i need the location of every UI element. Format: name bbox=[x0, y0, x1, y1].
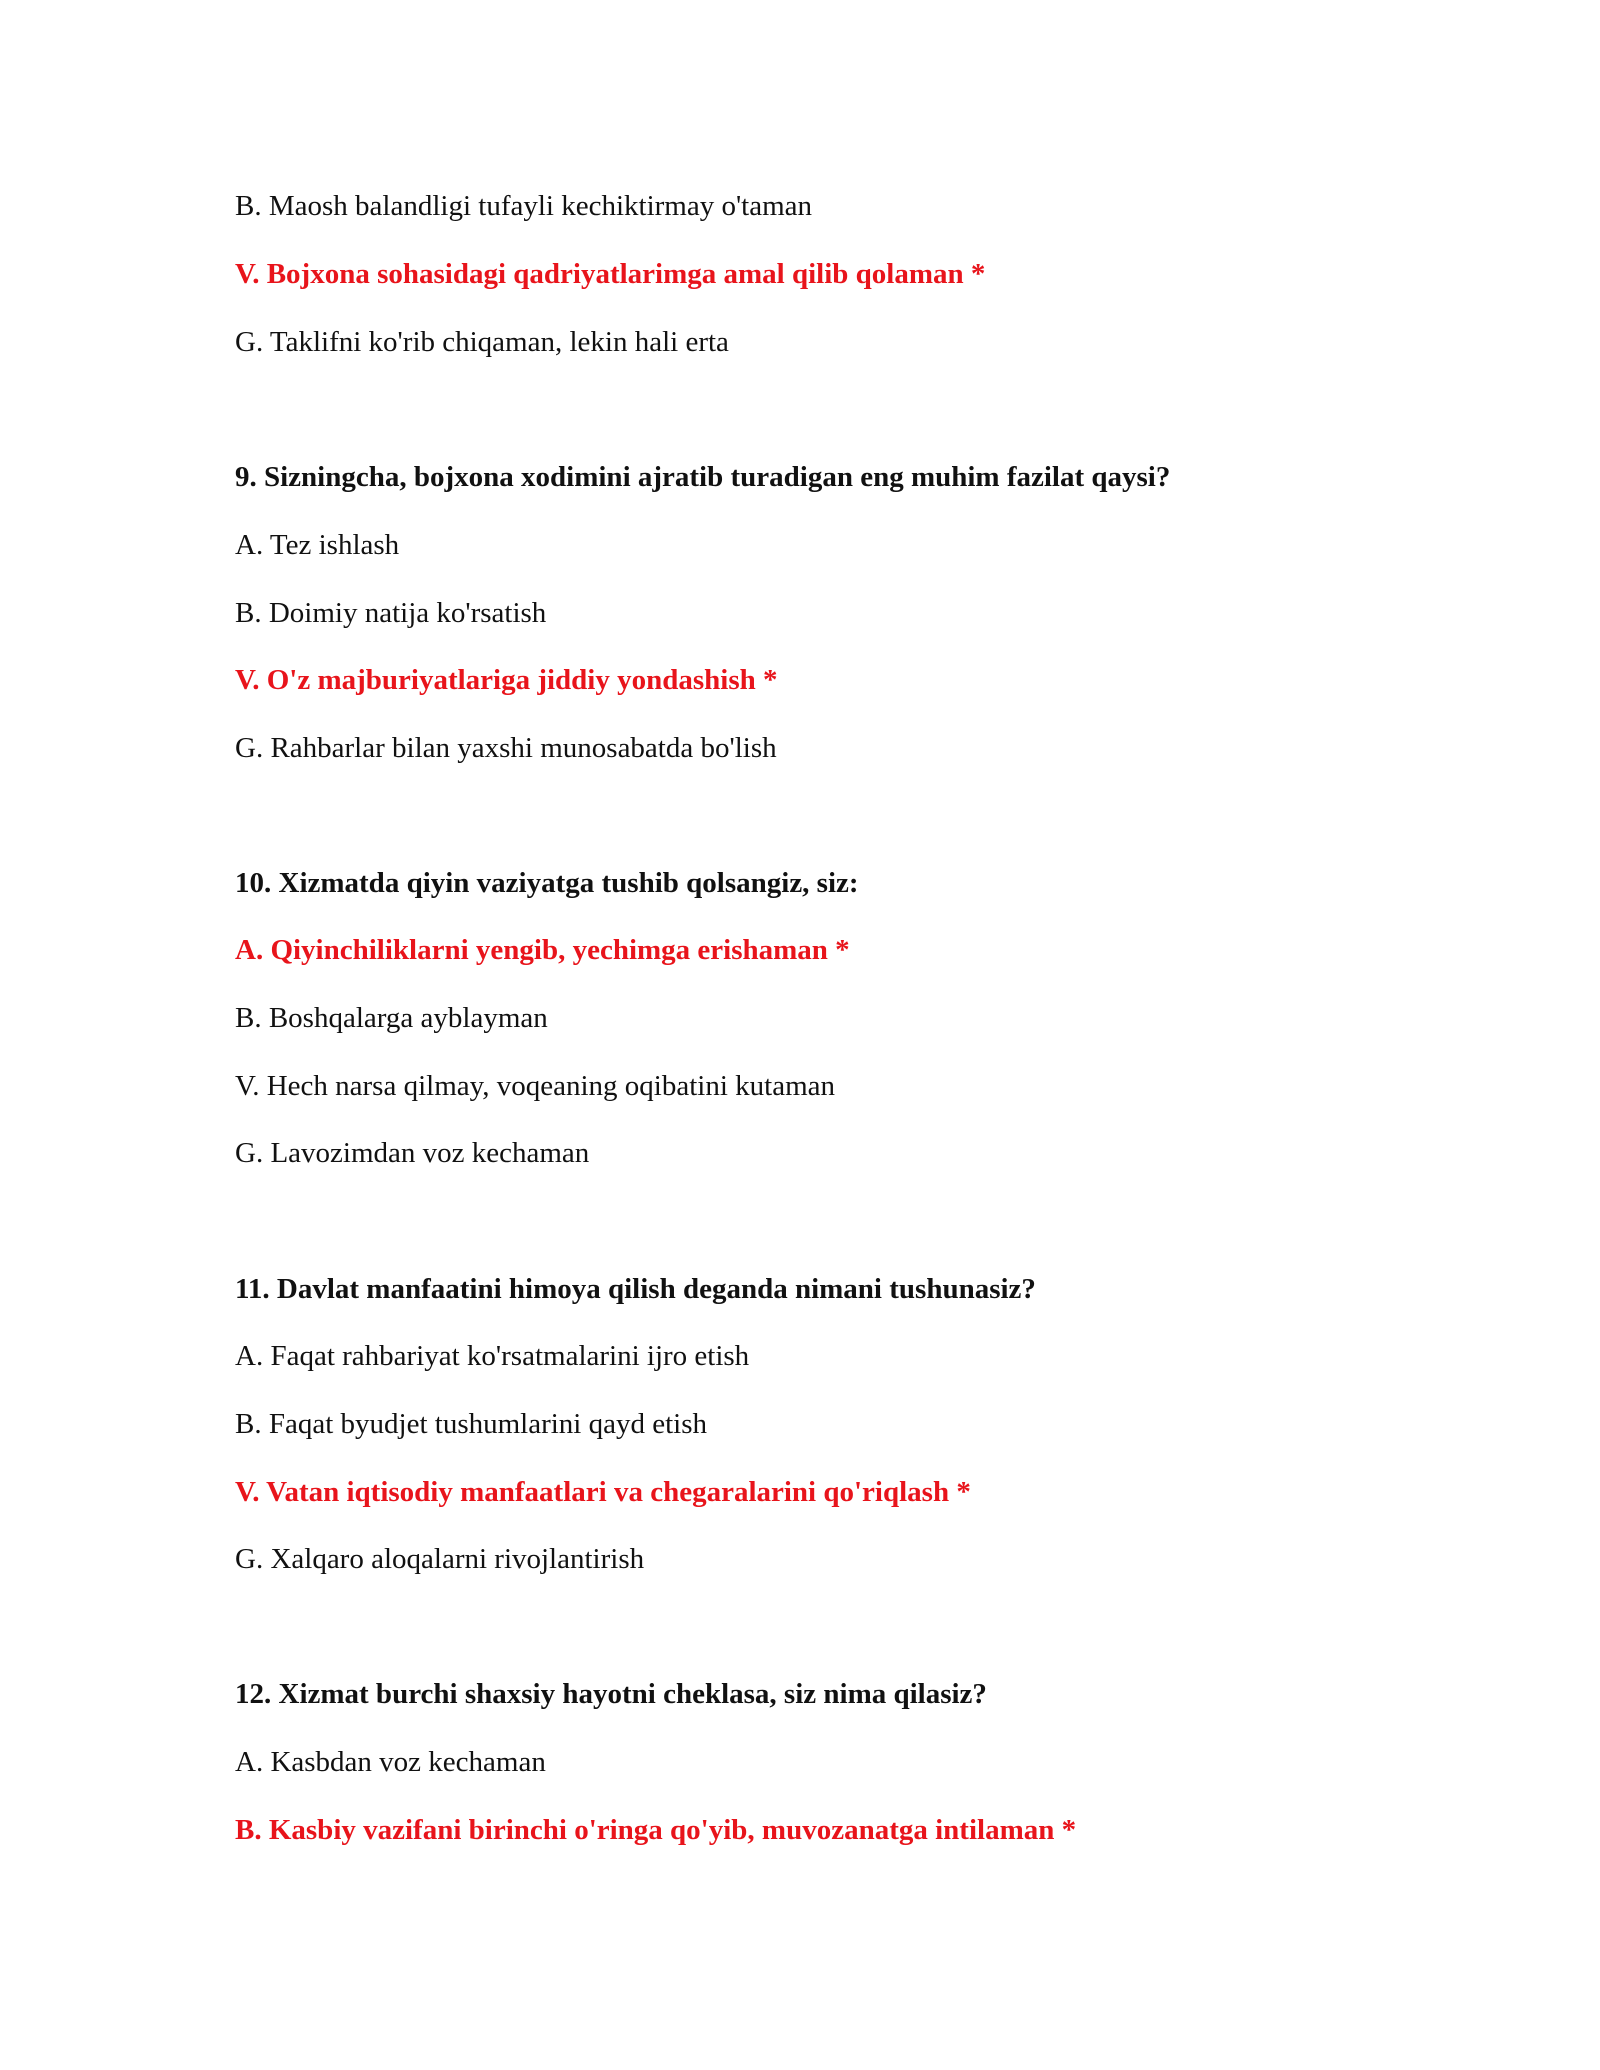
answer-option: A. Faqat rahbariyat ko'rsatmalarini ijro etish bbox=[235, 1340, 750, 1372]
correct-answer-option: V. O'z majburiyatlariga jiddiy yondashish * bbox=[235, 664, 778, 696]
answer-option: G. Xalqaro aloqalarni rivojlantirish bbox=[235, 1543, 645, 1575]
question-title: 11. Davlat manfaatini himoya qilish deganda nimani tushunasiz? bbox=[235, 1273, 1036, 1305]
answer-option: G. Lavozimdan voz kechaman bbox=[235, 1137, 590, 1169]
answer-option: G. Rahbarlar bilan yaxshi munosabatda bo'lish bbox=[235, 732, 777, 764]
answer-option: B. Doimiy natija ko'rsatish bbox=[235, 597, 547, 629]
answer-option: G. Taklifni ko'rib chiqaman, lekin hali erta bbox=[235, 326, 729, 358]
answer-option: V. Hech narsa qilmay, voqeaning oqibatini kutaman bbox=[235, 1070, 835, 1102]
answer-option: B. Maosh balandligi tufayli kechiktirmay o'taman bbox=[235, 190, 813, 222]
correct-answer-option: B. Kasbiy vazifani birinchi o'ringa qo'yib, muvozanatga intilaman * bbox=[235, 1814, 1077, 1846]
correct-answer-option: V. Vatan iqtisodiy manfaatlari va chegaralarini qo'riqlash * bbox=[235, 1476, 971, 1508]
answer-option: A. Tez ishlash bbox=[235, 529, 400, 561]
answer-option: B. Boshqalarga ayblayman bbox=[235, 1002, 548, 1034]
question-title: 10. Xizmatda qiyin vaziyatga tushib qolsangiz, siz: bbox=[235, 867, 859, 899]
question-title: 9. Sizningcha, bojxona xodimini ajratib turadigan eng muhim fazilat qaysi? bbox=[235, 461, 1171, 493]
correct-answer-option: A. Qiyinchiliklarni yengib, yechimga erishaman * bbox=[235, 934, 850, 966]
answer-option: B. Faqat byudjet tushumlarini qayd etish bbox=[235, 1408, 708, 1440]
correct-answer-option: V. Bojxona sohasidagi qadriyatlarimga amal qilib qolaman * bbox=[235, 258, 986, 290]
answer-option: A. Kasbdan voz kechaman bbox=[235, 1746, 546, 1778]
question-title: 12. Xizmat burchi shaxsiy hayotni cheklasa, siz nima qilasiz? bbox=[235, 1678, 987, 1710]
